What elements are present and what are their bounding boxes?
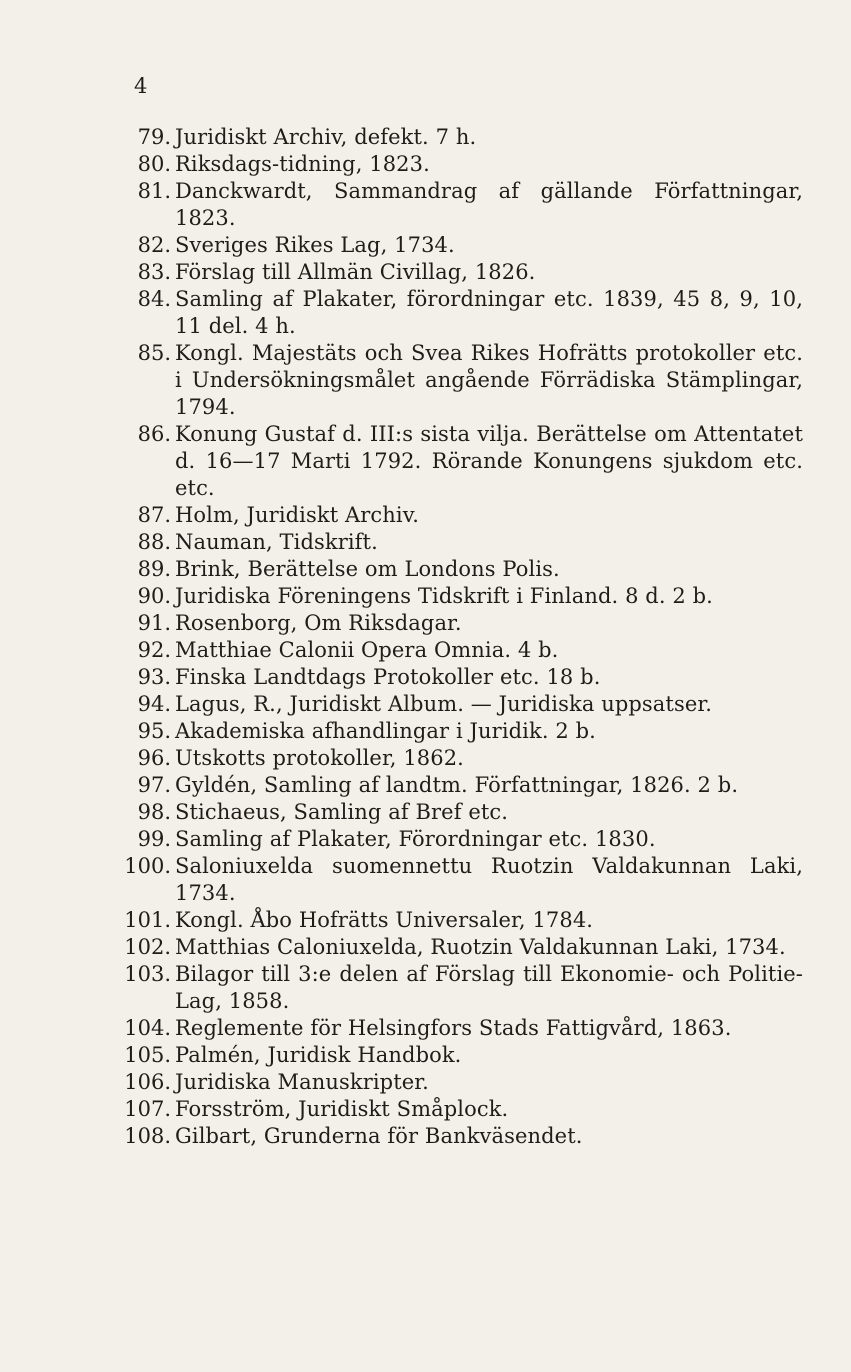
- list-item: [0, 556, 851, 583]
- entry-text: Utskotts protokoller, 1862.: [175, 746, 464, 770]
- list-item: [0, 340, 851, 421]
- list-item: [0, 718, 851, 745]
- entry-number: 83.: [137, 260, 171, 284]
- entry-number: 87.: [137, 503, 171, 527]
- list-item: [0, 232, 851, 259]
- entry-number: 108.: [124, 1124, 171, 1148]
- entry-number: 81.: [137, 179, 171, 203]
- list-item: [0, 1015, 851, 1042]
- entry-text: Gilbart, Grunderna för Bankväsendet.: [175, 1124, 583, 1148]
- page-number: 4: [134, 74, 148, 98]
- entry-text: Kongl. Majestäts och Svea Rikes Hofrätts protokoller etc. i Undersökningsmålet angående Förrädiska Stämplingar, 1794.: [175, 341, 803, 419]
- entry-number: 91.: [137, 611, 171, 635]
- list-item: [0, 1069, 851, 1096]
- entry-number: 99.: [137, 827, 171, 851]
- list-item: [0, 151, 851, 178]
- list-item: [0, 502, 851, 529]
- entry-number: 84.: [137, 287, 171, 311]
- entry-number: 97.: [137, 773, 171, 797]
- list-item: [0, 1042, 851, 1069]
- entry-text: Juridiska Manuskripter.: [175, 1070, 429, 1094]
- list-item: [0, 772, 851, 799]
- list-item: [0, 799, 851, 826]
- entry-text: Saloniuxelda suomennettu Ruotzin Valdakunnan Laki, 1734.: [175, 854, 803, 905]
- entry-number: 93.: [137, 665, 171, 689]
- entry-text: Danckwardt, Sammandrag af gällande Författningar, 1823.: [175, 179, 803, 230]
- entry-number: 95.: [137, 719, 171, 743]
- entry-number: 104.: [124, 1016, 171, 1040]
- entry-number: 101.: [124, 908, 171, 932]
- list-item: [0, 826, 851, 853]
- list-item: [0, 529, 851, 556]
- entry-text: Brink, Berättelse om Londons Polis.: [175, 557, 560, 581]
- entry-text: Juridiskt Archiv, defekt. 7 h.: [175, 125, 477, 149]
- entry-number: 79.: [137, 125, 171, 149]
- list-item: [0, 178, 851, 232]
- list-item: [0, 1096, 851, 1123]
- entry-text: Samling af Plakater, Förordningar etc. 1830.: [175, 827, 656, 851]
- list-item: [0, 286, 851, 340]
- entry-number: 86.: [137, 422, 171, 446]
- entry-number: 88.: [137, 530, 171, 554]
- list-item: [0, 934, 851, 961]
- entry-text: Holm, Juridiskt Archiv.: [175, 503, 419, 527]
- entry-number: 94.: [137, 692, 171, 716]
- entry-text: Bilagor till 3:e delen af Förslag till Ekonomie- och Politie-Lag, 1858.: [175, 962, 803, 1013]
- list-item: [0, 664, 851, 691]
- entry-text: Matthiae Calonii Opera Omnia. 4 b.: [175, 638, 559, 662]
- list-item: [0, 610, 851, 637]
- entry-text: Forsström, Juridiskt Småplock.: [175, 1097, 509, 1121]
- entry-number: 82.: [137, 233, 171, 257]
- entry-text: Lagus, R., Juridiskt Album. — Juridiska uppsatser.: [175, 692, 712, 716]
- entry-number: 85.: [137, 341, 171, 365]
- list-item: [0, 259, 851, 286]
- list-item: [0, 637, 851, 664]
- entry-number: 102.: [124, 935, 171, 959]
- list-item: [0, 745, 851, 772]
- list-item: [0, 1123, 851, 1150]
- list-item: [0, 691, 851, 718]
- entry-text: Akademiska afhandlingar i Juridik. 2 b.: [175, 719, 596, 743]
- entry-text: Kongl. Åbo Hofrätts Universaler, 1784.: [175, 908, 594, 932]
- list-item: [0, 421, 851, 502]
- entry-text: Matthias Caloniuxelda, Ruotzin Valdakunnan Laki, 1734.: [175, 935, 786, 959]
- entry-text: Gyldén, Samling af landtm. Författningar, 1826. 2 b.: [175, 773, 739, 797]
- entry-text: Nauman, Tidskrift.: [175, 530, 378, 554]
- list-item: [0, 961, 851, 1015]
- entry-text: Palmén, Juridisk Handbok.: [175, 1043, 462, 1067]
- list-item: [0, 124, 851, 151]
- entry-number: 92.: [137, 638, 171, 662]
- entry-number: 103.: [124, 962, 171, 986]
- list-item: [0, 583, 851, 610]
- entry-list: [0, 124, 851, 1150]
- entry-text: Förslag till Allmän Civillag, 1826.: [175, 260, 536, 284]
- entry-number: 107.: [124, 1097, 171, 1121]
- entry-number: 80.: [137, 152, 171, 176]
- list-item: [0, 853, 851, 907]
- entry-text: Stichaeus, Samling af Bref etc.: [175, 800, 509, 824]
- entry-number: 90.: [137, 584, 171, 608]
- entry-text: Finska Landtdags Protokoller etc. 18 b.: [175, 665, 601, 689]
- entry-number: 89.: [137, 557, 171, 581]
- entry-number: 96.: [137, 746, 171, 770]
- entry-number: 98.: [137, 800, 171, 824]
- list-item: [0, 907, 851, 934]
- entry-number: 106.: [124, 1070, 171, 1094]
- entry-text: Konung Gustaf d. III:s sista vilja. Berättelse om Attentatet d. 16—17 Marti 1792. Rörande Konungens sjukdom etc. etc.: [175, 422, 803, 500]
- entry-text: Reglemente för Helsingfors Stads Fattigvård, 1863.: [175, 1016, 732, 1040]
- entry-number: 100.: [124, 854, 171, 878]
- entry-text: Samling af Plakater, förordningar etc. 1839, 45 8, 9, 10, 11 del. 4 h.: [175, 287, 803, 338]
- entry-text: Sveriges Rikes Lag, 1734.: [175, 233, 455, 257]
- entry-text: Rosenborg, Om Riksdagar.: [175, 611, 462, 635]
- entry-number: 105.: [124, 1043, 171, 1067]
- entry-text: Riksdags-tidning, 1823.: [175, 152, 430, 176]
- entry-text: Juridiska Föreningens Tidskrift i Finland. 8 d. 2 b.: [175, 584, 713, 608]
